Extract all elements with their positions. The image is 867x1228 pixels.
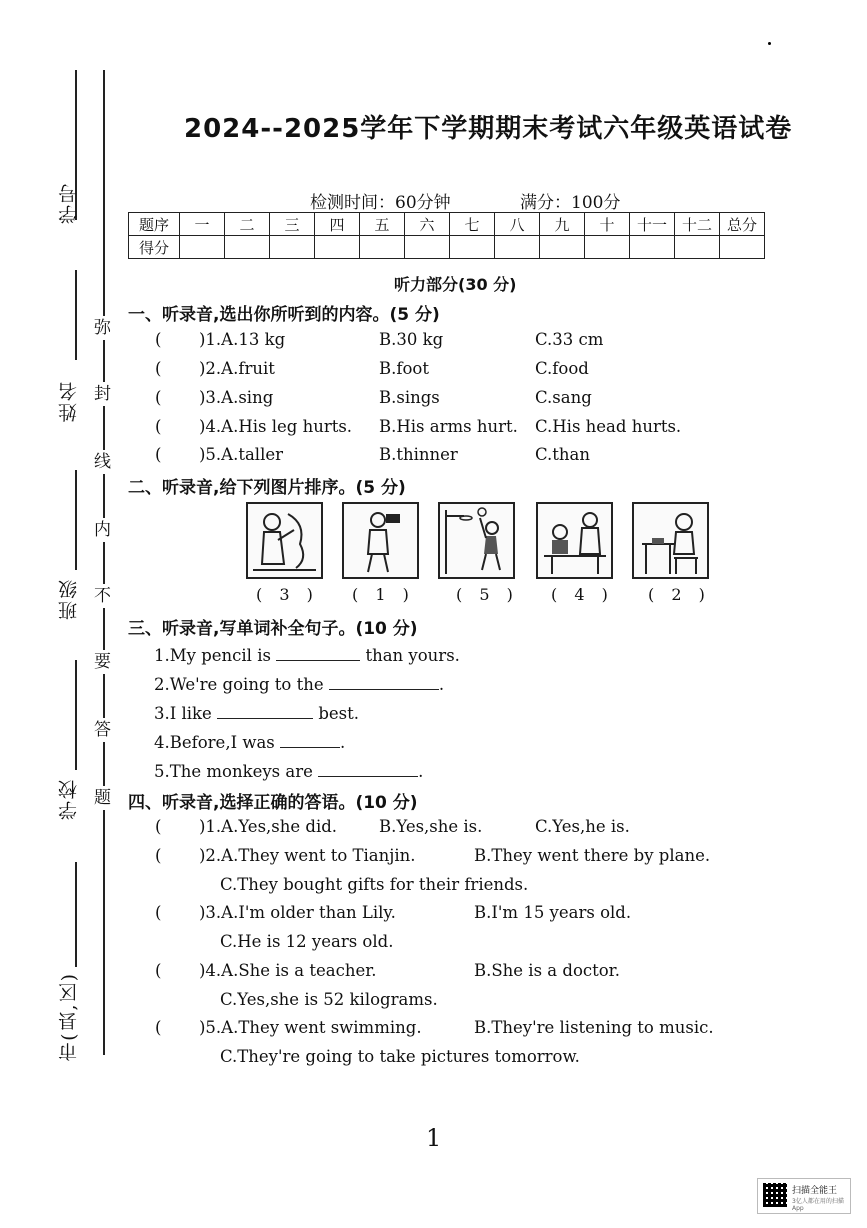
sentence-end: . bbox=[418, 762, 424, 781]
binding-line bbox=[75, 470, 77, 570]
question-option-b: B.His arms hurt. bbox=[379, 417, 518, 436]
question-option-a: )5.A.taller bbox=[199, 445, 284, 464]
question-option-a: )1.A.13 kg bbox=[199, 330, 286, 349]
question-option-c: C.They're going to take pictures tomorrow. bbox=[220, 1047, 580, 1066]
question-option-c: C.Yes,she is 52 kilograms. bbox=[220, 990, 438, 1009]
listening-heading: 听力部分(30 分) bbox=[394, 275, 517, 294]
picture-order-answer: ( 4 ) bbox=[551, 585, 614, 604]
sentence-start: 4.Before,I was bbox=[154, 733, 275, 752]
fill-sentence bbox=[154, 673, 444, 694]
section-1-heading: 一、听录音,选出你所听到的内容。(5 分) bbox=[128, 305, 440, 325]
score-cell[interactable] bbox=[225, 236, 270, 259]
answer-paren: ( bbox=[155, 903, 162, 922]
score-cell[interactable] bbox=[540, 236, 585, 259]
question-option-c: C.His head hurts. bbox=[535, 417, 682, 436]
binding-line bbox=[75, 660, 77, 770]
table-cell: 九 bbox=[540, 213, 585, 236]
boy-reading-at-desk-icon bbox=[632, 502, 709, 579]
fill-sentence bbox=[154, 760, 423, 781]
question-option-c: C.food bbox=[535, 359, 589, 378]
fill-sentence bbox=[154, 644, 460, 665]
fill-sentence bbox=[154, 731, 345, 752]
score-cell[interactable] bbox=[360, 236, 405, 259]
score-cell[interactable] bbox=[405, 236, 450, 259]
man-painting-icon bbox=[246, 502, 323, 579]
full-score: 满分：100分 bbox=[520, 193, 621, 213]
seal-char: 内 bbox=[94, 520, 111, 540]
scanner-brand bbox=[792, 1183, 850, 1212]
table-cell: 十二 bbox=[675, 213, 720, 236]
score-table-header-row bbox=[129, 213, 765, 236]
answer-paren: ( bbox=[155, 330, 162, 349]
section-2-heading: 二、听录音,给下列图片排序。(5 分) bbox=[128, 478, 406, 498]
city-label: 市(县,区) bbox=[58, 972, 80, 1062]
question-option-a: )4.A.His leg hurts. bbox=[199, 417, 353, 436]
question-option-b: B.thinner bbox=[379, 445, 458, 464]
answer-paren: ( bbox=[155, 445, 162, 464]
question-option-c: C.sang bbox=[535, 388, 592, 407]
question-option-a: )1.A.Yes,she did. bbox=[199, 817, 338, 836]
score-cell[interactable] bbox=[585, 236, 630, 259]
score-table-score-row bbox=[129, 236, 765, 259]
seal-char: 要 bbox=[94, 652, 111, 672]
answer-blank[interactable] bbox=[276, 644, 360, 661]
question-option-a: )3.A.sing bbox=[199, 388, 274, 407]
page-number: 1 bbox=[426, 1124, 442, 1152]
question-option-c: C.33 cm bbox=[535, 330, 604, 349]
exam-title: 2024--2025学年下学期期末考试六年级英语试卷 bbox=[184, 114, 793, 144]
seal-char: 答 bbox=[94, 720, 111, 740]
question-option-b: B.sings bbox=[379, 388, 440, 407]
boy-playing-basketball-icon bbox=[438, 502, 515, 579]
answer-paren: ( bbox=[155, 846, 162, 865]
school-label: 学校 bbox=[58, 778, 80, 820]
class-label: 班级 bbox=[58, 578, 80, 620]
question-option-b: B.They're listening to music. bbox=[474, 1018, 714, 1037]
table-cell: 得分 bbox=[129, 236, 180, 259]
question-option-c: C.Yes,he is. bbox=[535, 817, 630, 836]
sentence-start: 1.My pencil is bbox=[154, 646, 271, 665]
binding-line bbox=[75, 270, 77, 360]
scanner-tagline: 3亿人都在用的扫描App bbox=[792, 1198, 844, 1212]
answer-blank[interactable] bbox=[280, 731, 340, 748]
seal-line bbox=[103, 70, 105, 1055]
score-cell[interactable] bbox=[180, 236, 225, 259]
table-cell: 十 bbox=[585, 213, 630, 236]
picture-order-answer: ( 5 ) bbox=[456, 585, 519, 604]
picture-order-answer: ( 3 ) bbox=[256, 585, 319, 604]
sentence-end: than yours. bbox=[365, 646, 460, 665]
answer-paren: ( bbox=[155, 417, 162, 436]
score-cell[interactable] bbox=[270, 236, 315, 259]
answer-blank[interactable] bbox=[329, 673, 439, 690]
question-option-b: B.30 kg bbox=[379, 330, 444, 349]
name-label: 姓名 bbox=[58, 380, 80, 422]
seal-char: 封 bbox=[94, 384, 111, 404]
question-option-b: B.foot bbox=[379, 359, 429, 378]
picture-order-answer: ( 1 ) bbox=[352, 585, 415, 604]
student-no-label: 学号 bbox=[58, 182, 80, 224]
table-cell: 七 bbox=[450, 213, 495, 236]
table-cell: 一 bbox=[180, 213, 225, 236]
fill-sentence bbox=[154, 702, 359, 723]
seal-char: 不 bbox=[94, 586, 111, 606]
table-cell: 十一 bbox=[630, 213, 675, 236]
table-cell: 总分 bbox=[720, 213, 765, 236]
family-eating-icon bbox=[536, 502, 613, 579]
score-cell[interactable] bbox=[315, 236, 360, 259]
question-option-a: )4.A.She is a teacher. bbox=[199, 961, 377, 980]
question-option-c: C.They bought gifts for their friends. bbox=[220, 875, 529, 894]
answer-blank[interactable] bbox=[318, 760, 418, 777]
picture-order-answer: ( 2 ) bbox=[648, 585, 711, 604]
sentence-start: 3.I like bbox=[154, 704, 212, 723]
scanner-brand-name: 扫描全能王 bbox=[792, 1186, 838, 1196]
scan-speck bbox=[768, 42, 771, 45]
table-cell: 五 bbox=[360, 213, 405, 236]
table-cell: 八 bbox=[495, 213, 540, 236]
seal-char: 弥 bbox=[94, 318, 111, 338]
sentence-end: . bbox=[340, 733, 346, 752]
question-option-a: )2.A.fruit bbox=[199, 359, 275, 378]
score-cell[interactable] bbox=[450, 236, 495, 259]
question-option-b: B.I'm 15 years old. bbox=[474, 903, 632, 922]
seal-char: 题 bbox=[94, 788, 111, 808]
seal-char: 线 bbox=[94, 452, 111, 472]
table-cell: 六 bbox=[405, 213, 450, 236]
answer-paren: ( bbox=[155, 817, 162, 836]
score-table bbox=[128, 212, 765, 259]
scanner-watermark bbox=[757, 1178, 851, 1214]
qr-code-icon bbox=[763, 1183, 787, 1207]
question-option-b: B.Yes,she is. bbox=[379, 817, 483, 836]
score-cell[interactable] bbox=[720, 236, 765, 259]
question-option-a: )3.A.I'm older than Lily. bbox=[199, 903, 396, 922]
question-option-b: B.She is a doctor. bbox=[474, 961, 621, 980]
table-cell: 题序 bbox=[129, 213, 180, 236]
score-cell[interactable] bbox=[675, 236, 720, 259]
score-cell[interactable] bbox=[630, 236, 675, 259]
question-option-a: )5.A.They went swimming. bbox=[199, 1018, 422, 1037]
answer-paren: ( bbox=[155, 388, 162, 407]
exam-time: 检测时间：60分钟 bbox=[310, 193, 451, 213]
table-cell: 三 bbox=[270, 213, 315, 236]
sentence-end: . bbox=[438, 675, 445, 694]
sentence-start: 2.We're going to the bbox=[154, 675, 324, 694]
answer-paren: ( bbox=[155, 359, 162, 378]
table-cell: 二 bbox=[225, 213, 270, 236]
section-3-heading: 三、听录音,写单词补全句子。(10 分) bbox=[128, 619, 418, 639]
answer-paren: ( bbox=[155, 961, 162, 980]
score-cell[interactable] bbox=[495, 236, 540, 259]
answer-blank[interactable] bbox=[217, 702, 313, 719]
question-option-c: C.He is 12 years old. bbox=[220, 932, 394, 951]
answer-paren: ( bbox=[155, 1018, 162, 1037]
table-cell: 四 bbox=[315, 213, 360, 236]
sentence-end: best. bbox=[318, 704, 359, 723]
question-option-c: C.than bbox=[535, 445, 591, 464]
binding-line bbox=[75, 862, 77, 967]
section-4-heading: 四、听录音,选择正确的答语。(10 分) bbox=[128, 793, 418, 813]
man-taking-photo-icon bbox=[342, 502, 419, 579]
question-option-a: )2.A.They went to Tianjin. bbox=[199, 846, 416, 865]
question-option-b: B.They went there by plane. bbox=[474, 846, 711, 865]
sentence-start: 5.The monkeys are bbox=[154, 762, 313, 781]
